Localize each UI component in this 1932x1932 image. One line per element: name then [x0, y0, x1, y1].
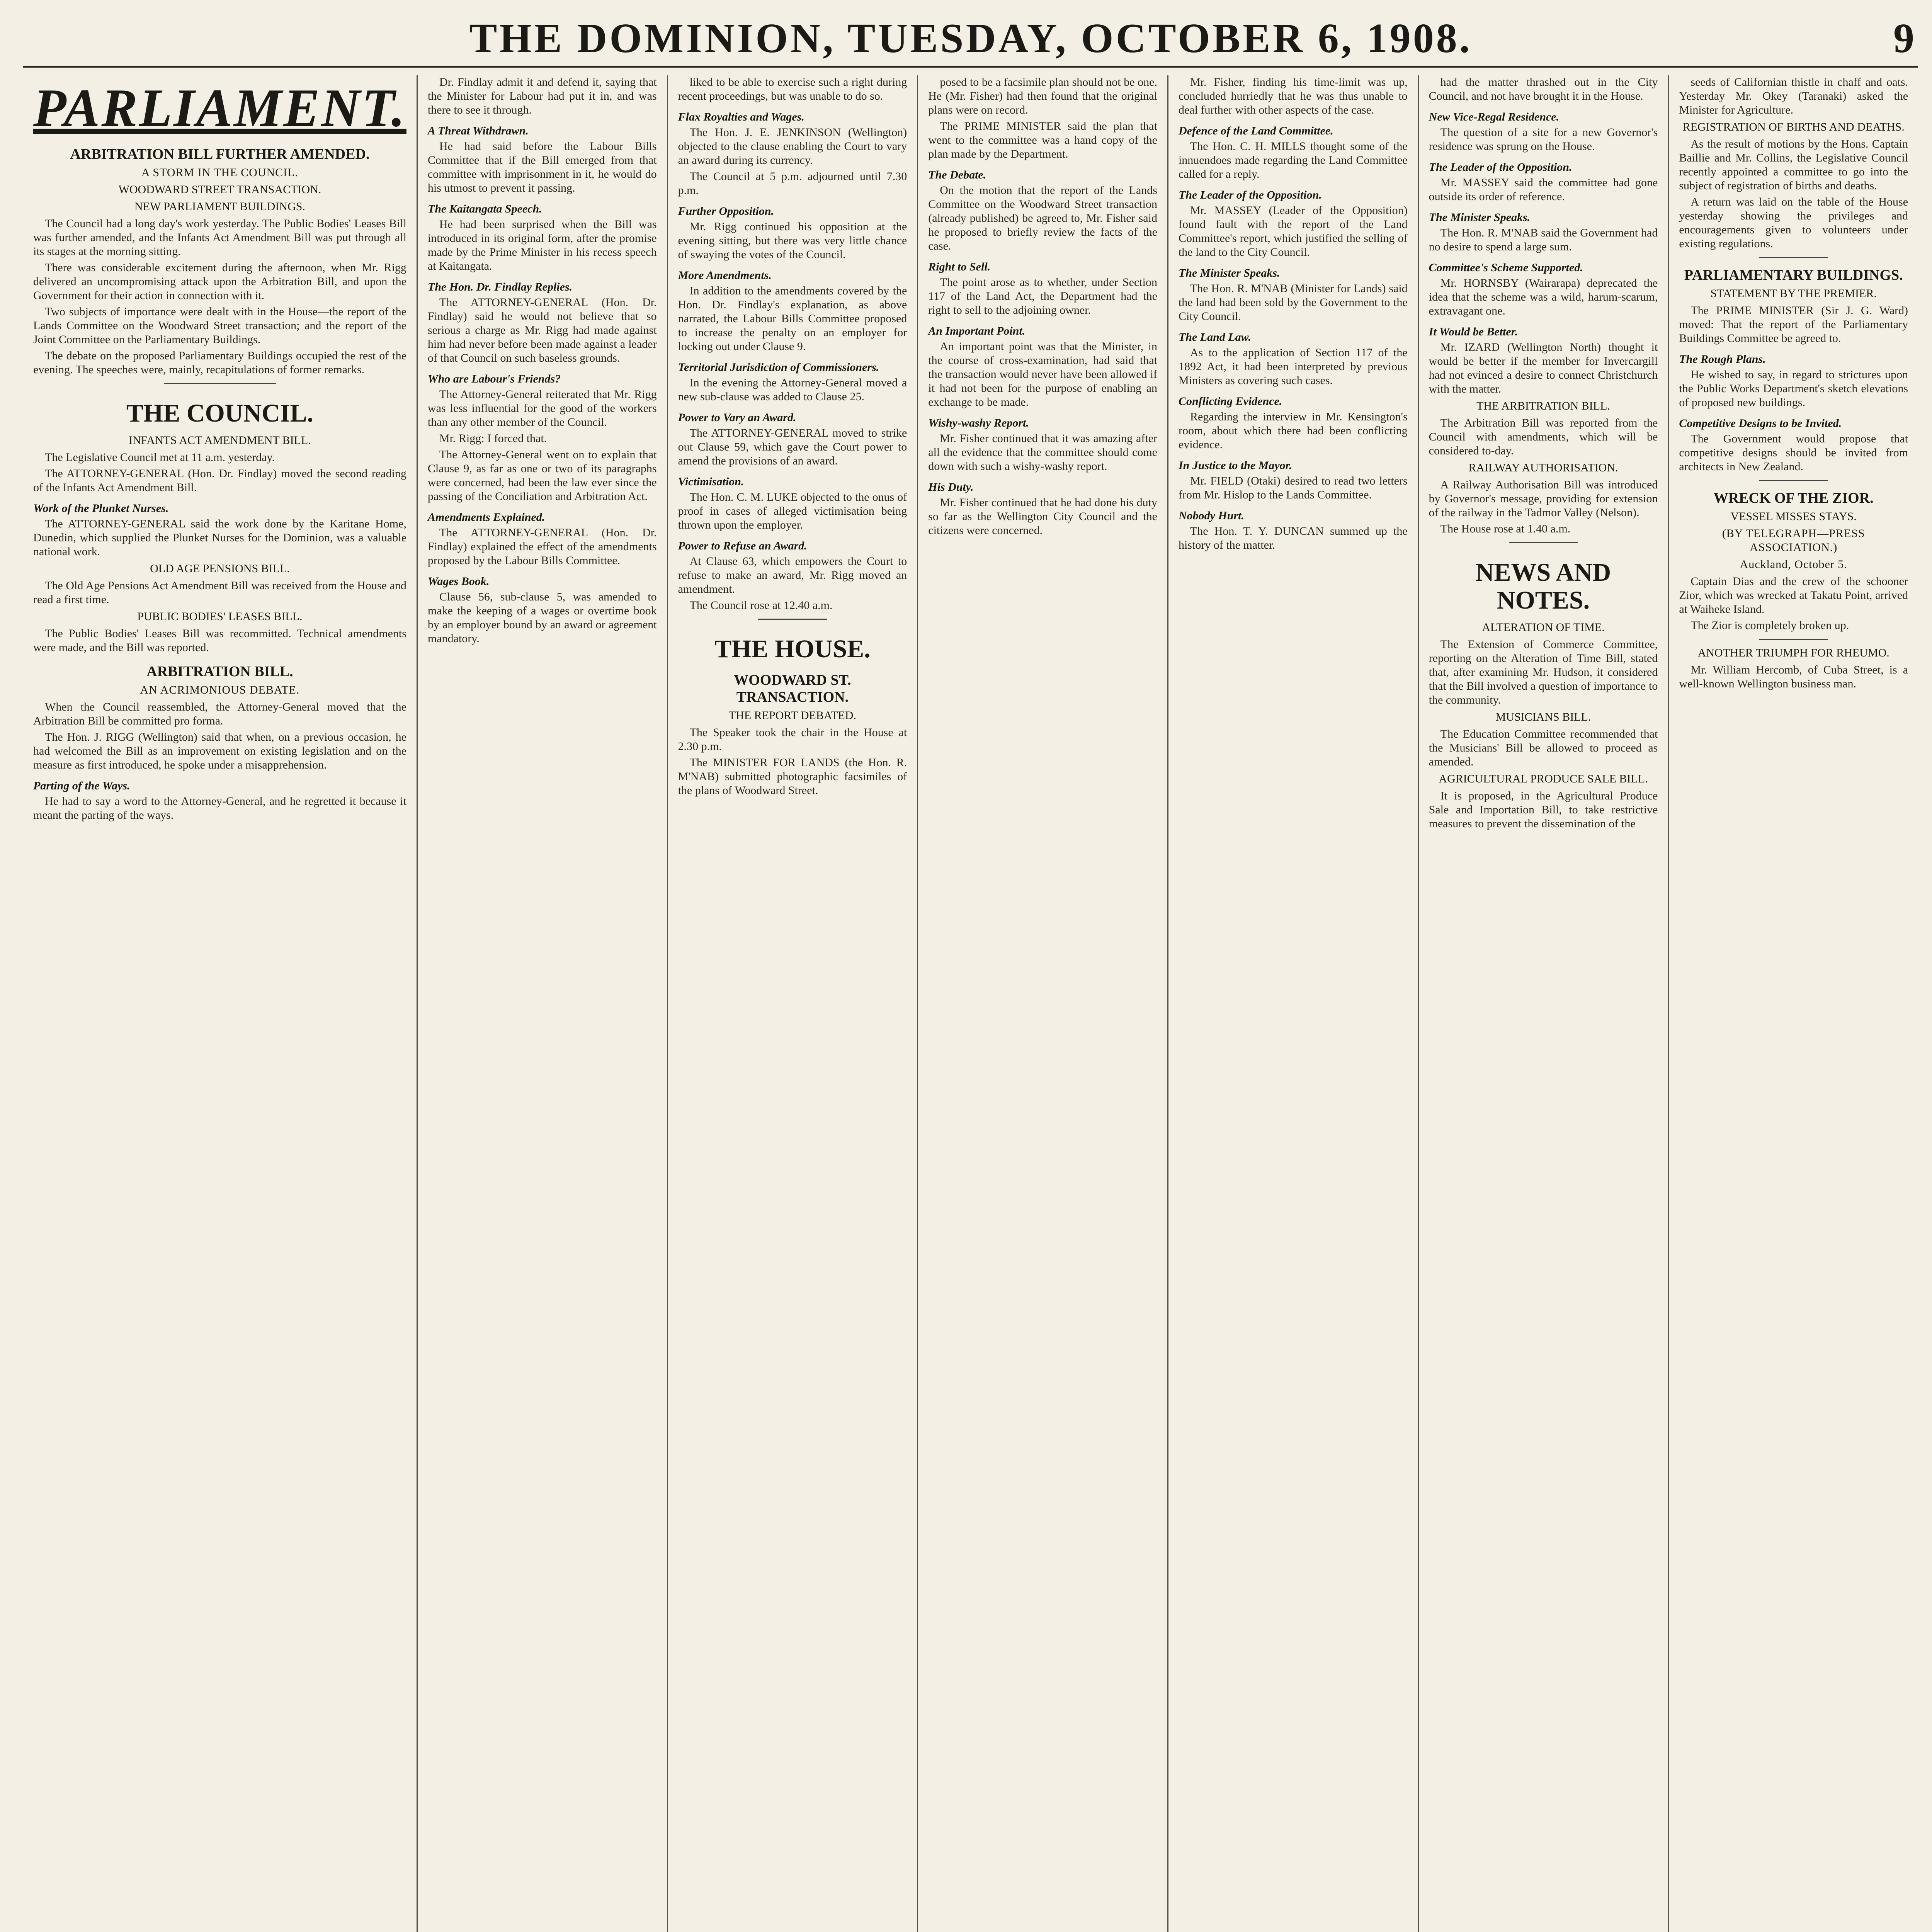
paragraph: When the Council reassembled, the Attorney-General moved that the Arbitration Bill be committed pro forma.	[33, 701, 406, 727]
column-7	[1669, 75, 1918, 1932]
subheadline: STATEMENT BY THE PREMIER.	[1710, 287, 1877, 300]
paragraph: The Hon. R. M'NAB (Minister for Lands) said the land had been sold by the Government to the City Council.	[1178, 282, 1408, 323]
side-heading: Conflicting Evidence.	[1178, 395, 1282, 408]
paragraph: The Zior is completely broken up.	[1690, 619, 1849, 632]
paragraph: As to the application of Section 117 of the 1892 Act, it had been interpreted by previous Ministers as covering such cases.	[1178, 346, 1408, 387]
side-heading: The Minister Speaks.	[1178, 267, 1280, 279]
paragraph: The question of a site for a new Governor's residence was sprung on the House.	[1429, 126, 1658, 153]
side-heading: Wishy-washy Report.	[928, 417, 1029, 429]
paragraph: It is proposed, in the Agricultural Produce Sale and Importation Bill, to take restrictive measures to prevent the dissemination of the	[1429, 789, 1658, 830]
subheadline: REGISTRATION OF BIRTHS AND DEATHS.	[1682, 121, 1905, 133]
subheadline: RAILWAY AUTHORISATION.	[1468, 461, 1618, 474]
masthead	[23, 15, 1918, 68]
paragraph: Mr. Rigg: I forced that.	[439, 432, 547, 445]
paragraph: He had said before the Labour Bills Committee that if the Bill emerged from that committee with imprisonment in it, he would do his utmost to prevent it passing.	[427, 140, 657, 194]
divider	[1759, 480, 1828, 481]
subheadline: THE REPORT DEBATED.	[728, 709, 857, 722]
column-2	[418, 75, 668, 1932]
paragraph: Clause 56, sub-clause 5, was amended to make the keeping of a wages or overtime book by an employer bound by an award or agreement mandatory.	[427, 590, 657, 645]
side-heading: The Rough Plans.	[1679, 353, 1766, 366]
section-heading-news: NEWS AND NOTES.	[1475, 558, 1611, 614]
paragraph: The debate on the proposed Parliamentary Buildings occupied the rest of the evening. The speeches were, mainly, recapitulations of former remarks.	[33, 349, 406, 376]
paragraph: At Clause 63, which empowers the Court to refuse to make an award, Mr. Rigg moved an amendment.	[678, 555, 907, 595]
side-heading: His Duty.	[928, 481, 974, 493]
paragraph: He had to say a word to the Attorney-General, and he regretted it because it meant the parting of the ways.	[33, 795, 406, 821]
side-heading: The Leader of the Opposition.	[1178, 189, 1322, 201]
paragraph: He wished to say, in regard to strictures upon the Public Works Department's sketch elevations of proposed new buildings.	[1679, 368, 1908, 409]
column-4	[918, 75, 1168, 1932]
subheadline: A STORM IN THE COUNCIL.	[141, 166, 298, 179]
side-heading: A Threat Withdrawn.	[427, 124, 529, 137]
paragraph: Mr. William Hercomb, of Cuba Street, is a well-known Wellington business man.	[1679, 663, 1908, 690]
side-heading: The Land Law.	[1178, 331, 1252, 344]
divider	[1759, 639, 1828, 640]
subheadline: NEW PARLIAMENT BUILDINGS.	[134, 200, 305, 213]
subheadline: AN ACRIMONIOUS DEBATE.	[140, 684, 300, 696]
side-heading: Defence of the Land Committee.	[1178, 124, 1333, 137]
paragraph: seeds of Californian thistle in chaff and oats. Yesterday Mr. Okey (Taranaki) asked the Minister for Agriculture.	[1679, 76, 1908, 116]
paragraph: On the motion that the report of the Lands Committee on the Woodward Street transaction (already published) be agreed to, Mr. Fisher said he proposed to briefly review the facts of the case.	[928, 184, 1157, 252]
side-heading: Power to Refuse an Award.	[678, 539, 807, 552]
side-heading: In Justice to the Mayor.	[1178, 459, 1293, 472]
subheadline: ANOTHER TRIUMPH FOR RHEUMO.	[1697, 646, 1889, 659]
side-heading: The Leader of the Opposition.	[1429, 161, 1572, 173]
paragraph: The Extension of Commerce Committee, reporting on the Alteration of Time Bill, stated that, after examining Mr. Hudson, it considered that the Bill involved a question of importance to the community.	[1429, 638, 1658, 706]
subheadline: ALTERATION OF TIME.	[1482, 621, 1605, 634]
column-1	[23, 75, 418, 1932]
headline: PARLIAMENTARY BUILDINGS.	[1684, 267, 1903, 283]
side-heading: Nobody Hurt.	[1178, 509, 1244, 522]
side-heading: More Amendments.	[678, 269, 772, 282]
paragraph: The PRIME MINISTER said the plan that went to the committee was a hand copy of the plan made by the Department.	[928, 120, 1157, 160]
paragraph: Mr. Fisher, finding his time-limit was up, concluded hurriedly that he was thus unable to deal further with other aspects of the case.	[1178, 76, 1408, 116]
subheadline: INFANTS ACT AMENDMENT BILL.	[129, 434, 311, 447]
side-heading: The Debate.	[928, 168, 986, 181]
side-heading: Amendments Explained.	[427, 511, 545, 524]
paragraph: The Hon. C. M. LUKE objected to the onus of proof in cases of alleged victimisation being thrown upon the employer.	[678, 491, 907, 531]
paragraph: The ATTORNEY-GENERAL moved to strike out Clause 59, which gave the Court power to amend the provisions of an award.	[678, 427, 907, 467]
paragraph: posed to be a facsimile plan should not be one. He (Mr. Fisher) had then found that the original plans were on record.	[928, 76, 1157, 116]
paragraph: had the matter thrashed out in the City Council, and not have brought it in the House.	[1429, 76, 1658, 102]
paragraph: The Attorney-General went on to explain that Clause 9, as far as one or two of its paragraphs were concerned, had been the law ever since the passing of the Conciliation and Arbitration Act.	[427, 448, 657, 503]
column-3	[668, 75, 918, 1932]
side-heading: Competitive Designs to be Invited.	[1679, 417, 1842, 430]
subheadline: WOODWARD STREET TRANSACTION.	[118, 183, 321, 196]
side-heading: Victimisation.	[678, 475, 744, 488]
paragraph: Two subjects of importance were dealt with in the House—the report of the Lands Committee on the Woodward Street transaction; and the report of the Joint Committee on the Parliamentary Buildings.	[33, 305, 406, 346]
side-heading: New Vice-Regal Residence.	[1429, 111, 1560, 123]
headline: ARBITRATION BILL FURTHER AMENDED.	[70, 146, 370, 162]
paragraph: The Speaker took the chair in the House at 2.30 p.m.	[678, 726, 907, 753]
paragraph: Mr. MASSEY (Leader of the Opposition) found fault with the report of the Land Committee's report, which justified the selling of the land to the City Council.	[1178, 204, 1408, 259]
paragraph: The Education Committee recommended that the Musicians' Bill be allowed to proceed as amended.	[1429, 728, 1658, 768]
paragraph: liked to be able to exercise such a right during recent proceedings, but was unable to do so.	[678, 76, 907, 102]
paragraph: Captain Dias and the crew of the schooner Zior, which was wrecked at Takatu Point, arrived at Waiheke Island.	[1679, 575, 1908, 616]
paragraph: An important point was that the Minister, in the course of cross-examination, had said that the transaction would never have been allowed if it had not been for the purpose of enabling an exchange to be made.	[928, 340, 1157, 408]
paragraph: The Hon. J. E. JENKINSON (Wellington) objected to the clause enabling the Court to vary an award during its currency.	[678, 126, 907, 167]
paragraph: The Legislative Council met at 11 a.m. yesterday.	[45, 451, 275, 464]
masthead-title: THE DOMINION, TUESDAY, OCTOBER 6, 1908.	[469, 15, 1472, 61]
subheadline: PUBLIC BODIES' LEASES BILL.	[137, 610, 303, 623]
paragraph: A Railway Authorisation Bill was introduced by Governor's message, providing for extension of the railway in the Tadmor Valley (Nelson).	[1429, 478, 1658, 519]
paragraph: The point arose as to whether, under Section 117 of the Land Act, the Department had the right to sell to the adjoining owner.	[928, 276, 1157, 316]
paragraph: The Council at 5 p.m. adjourned until 7.30 p.m.	[678, 170, 907, 197]
divider	[758, 619, 827, 620]
side-heading: Work of the Plunket Nurses.	[33, 502, 169, 515]
subheadline: VESSEL MISSES STAYS.	[1730, 510, 1857, 523]
columns	[23, 75, 1918, 1932]
paragraph: The PRIME MINISTER (Sir J. G. Ward) moved: That the report of the Parliamentary Buildings Committee be agreed to.	[1679, 304, 1908, 345]
paragraph: A return was laid on the table of the House yesterday showing the privileges and encouragements given to volunteers under existing regulations.	[1679, 196, 1908, 250]
side-heading: It Would be Better.	[1429, 325, 1518, 338]
paragraph: The Council had a long day's work yesterday. The Public Bodies' Leases Bill was further amended, and the Infants Act Amendment Bill was put through all its stages at the morning sitting.	[33, 217, 406, 258]
paragraph: The MINISTER FOR LANDS (the Hon. R. M'NAB) submitted photographic facsimiles of the plans of Woodward Street.	[678, 756, 907, 797]
paragraph: The House rose at 1.40 a.m.	[1440, 522, 1571, 535]
subheadline: AGRICULTURAL PRODUCE SALE BILL.	[1439, 772, 1648, 785]
side-heading: The Hon. Dr. Findlay Replies.	[427, 281, 573, 293]
paragraph: The Arbitration Bill was reported from the Council with amendments, which will be considered to-day.	[1429, 417, 1658, 457]
side-heading: The Kaitangata Speech.	[427, 202, 542, 215]
paragraph: The ATTORNEY-GENERAL (Hon. Dr. Findlay) moved the second reading of the Infants Act Amendment Bill.	[33, 467, 406, 494]
divider	[164, 383, 276, 384]
paragraph: The Public Bodies' Leases Bill was recommitted. Technical amendments were made, and the Bill was reported.	[33, 627, 406, 654]
paragraph: In addition to the amendments covered by the Hon. Dr. Findlay's explanation, as above narrated, the Labour Bills Committee proposed to increase the penalty on an employer for locking out under Clause 9.	[678, 284, 907, 353]
paragraph: In the evening the Attorney-General moved a new sub-clause was added to Clause 25.	[678, 376, 907, 403]
paragraph: Mr. Fisher continued that he had done his duty so far as the Wellington City Council and the citizens were concerned.	[928, 496, 1157, 537]
paragraph: The Hon. C. H. MILLS thought some of the innuendoes made regarding the Land Committee called for a reply.	[1178, 140, 1408, 180]
paragraph: The Old Age Pensions Act Amendment Bill was received from the House and read a first time.	[33, 579, 406, 606]
paragraph: Dr. Findlay admit it and defend it, saying that the Minister for Labour had put it in, and was there to see it through.	[427, 76, 657, 116]
divider	[1759, 257, 1828, 258]
paragraph: The ATTORNEY-GENERAL said the work done by the Karitane Home, Dunedin, which supplied the Plunket Nurses for the Dominion, was a valuable national work.	[33, 517, 406, 558]
subheadline: THE ARBITRATION BILL.	[1476, 400, 1610, 412]
side-heading: Parting of the Ways.	[33, 779, 130, 792]
side-heading: Who are Labour's Friends?	[427, 372, 561, 385]
headline: WRECK OF THE ZIOR.	[1713, 490, 1874, 506]
side-heading: The Minister Speaks.	[1429, 211, 1531, 224]
paragraph: The Attorney-General reiterated that Mr. Rigg was less influential for the good of the workers than any other member of the Council.	[427, 388, 657, 429]
paragraph: Mr. MASSEY said the committee had gone outside its order of reference.	[1429, 176, 1658, 203]
side-heading: Further Opposition.	[678, 205, 774, 218]
section-heading-parliament: PARLIAMENT.	[33, 78, 406, 138]
dateline-source: (BY TELEGRAPH—PRESS ASSOCIATION.)	[1722, 527, 1865, 554]
side-heading: Committee's Scheme Supported.	[1429, 261, 1583, 274]
divider	[1509, 542, 1578, 543]
paragraph: The Government would propose that competitive designs should be invited from architects in New Zealand.	[1679, 432, 1908, 473]
side-heading: Flax Royalties and Wages.	[678, 111, 804, 123]
headline: WOODWARD ST. TRANSACTION.	[734, 672, 851, 705]
paragraph: Mr. HORNSBY (Wairarapa) deprecated the idea that the scheme was a wild, harum-scarum, extravagant one.	[1429, 277, 1658, 317]
paragraph: The Hon. R. M'NAB said the Government had no desire to spend a large sum.	[1429, 226, 1658, 253]
paragraph: Mr. Rigg continued his opposition at the evening sitting, but there was very little chance of swaying the votes of the Council.	[678, 220, 907, 261]
paragraph: Mr. FIELD (Otaki) desired to read two letters from Mr. Hislop to the Lands Committee.	[1178, 474, 1408, 501]
paragraph: The Council rose at 12.40 a.m.	[689, 599, 833, 612]
paragraph: The ATTORNEY-GENERAL (Hon. Dr. Findlay) explained the effect of the amendments proposed by the Labour Bills Committee.	[427, 526, 657, 567]
paragraph: There was considerable excitement during the afternoon, when Mr. Rigg delivered an uncompromising attack upon the Arbitration Bill, and upon the Government for their action in connection with it.	[33, 261, 406, 302]
side-heading: Territorial Jurisdiction of Commissioners.	[678, 361, 879, 374]
section-heading-council: THE COUNCIL.	[126, 399, 313, 427]
paragraph: Mr. IZARD (Wellington North) thought it would be better if the member for Invercargill had not evinced a desire to connect Christchurch with the matter.	[1429, 341, 1658, 395]
side-heading: Power to Vary an Award.	[678, 411, 796, 424]
subheadline: MUSICIANS BILL.	[1495, 711, 1591, 723]
section-heading-house: THE HOUSE.	[714, 635, 871, 663]
subheadline: OLD AGE PENSIONS BILL.	[150, 562, 290, 575]
paragraph: The Hon. T. Y. DUNCAN summed up the history of the matter.	[1178, 525, 1408, 551]
column-5	[1168, 75, 1419, 1932]
side-heading: Right to Sell.	[928, 260, 991, 273]
paragraph: As the result of motions by the Hons. Captain Baillie and Mr. Collins, the Legislative Council recently appointed a committee to go into the subject of registration of births and deaths.	[1679, 138, 1908, 192]
paragraph: The Hon. J. RIGG (Wellington) said that when, on a previous occasion, he had welcomed the Bill as an improvement on existing legislation and on the measure as first introduced, he spoke under a misapprehension.	[33, 731, 406, 771]
dateline: Auckland, October 5.	[1740, 558, 1847, 571]
column-6	[1419, 75, 1669, 1932]
paragraph: Mr. Fisher continued that it was amazing after all the evidence that the committee should come down with such a wishy-washy report.	[928, 432, 1157, 473]
paragraph: The ATTORNEY-GENERAL (Hon. Dr. Findlay) said he would not believe that so serious a charge as Mr. Rigg had made against him had never before been made against a leader of that Council on such baseless grounds.	[427, 296, 657, 364]
side-heading: Wages Book.	[427, 575, 490, 588]
page-number: 9	[1893, 15, 1914, 61]
paragraph: He had been surprised when the Bill was introduced in its original form, after the promise made by the Prime Minister in his recess speech at Kaitangata.	[427, 218, 657, 272]
side-heading: An Important Point.	[928, 325, 1026, 337]
headline: ARBITRATION BILL.	[146, 663, 293, 680]
paragraph: Regarding the interview in Mr. Kensington's room, about which there had been conflicting evidence.	[1178, 410, 1408, 451]
